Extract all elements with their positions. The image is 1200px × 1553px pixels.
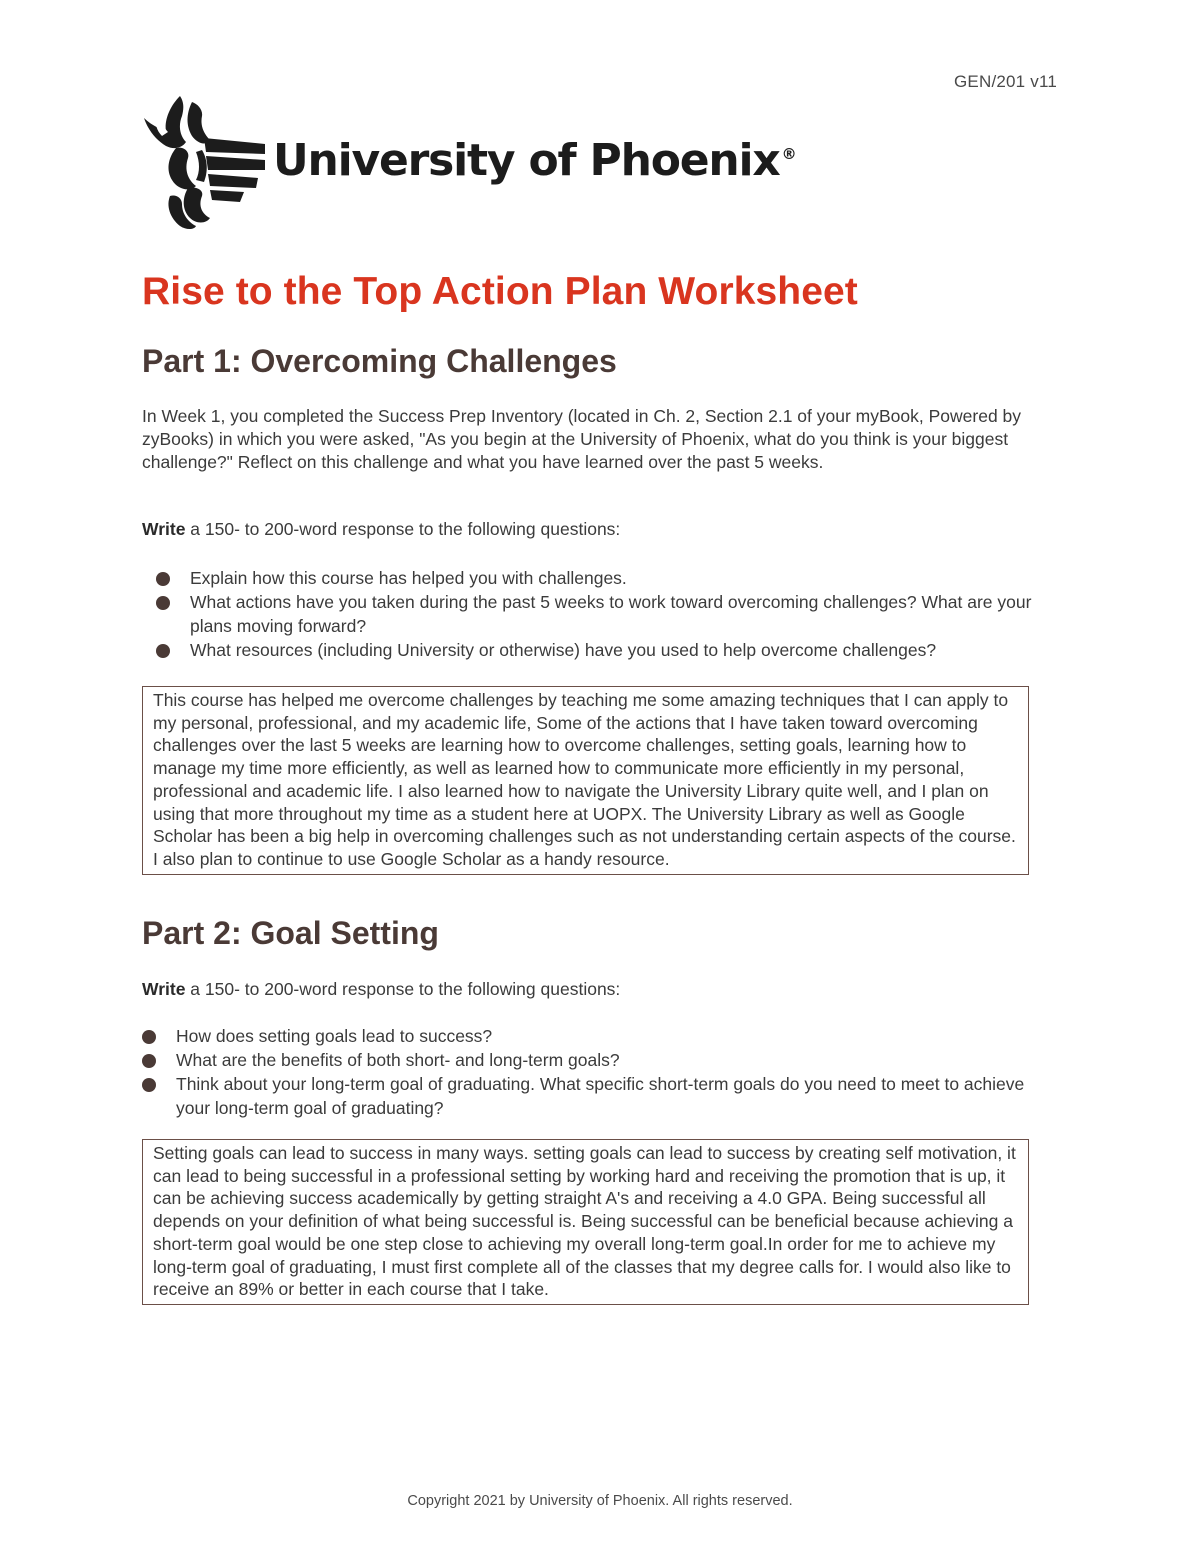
list-item: What actions have you taken during the past 5 weeks to work toward overcoming challenges? What are your plans moving forward? [156,591,1046,638]
document-code: GEN/201 v11 [954,72,1057,91]
instruction-text: a 150- to 200-word response to the following questions: [185,979,621,999]
part2-response-box[interactable]: Setting goals can lead to success in many ways. setting goals can lead to success by creating self motivation, it can lead to being successful in a professional setting by working hard and receiving the promotion that is up, it can be achieving success academically by getting straight A's and receiving a 4.0 GPA. Being successful all depends on your definition of what being successful is. Being successful can be beneficial because achieving a short-term goal would be one step close to achieving my overall long-term goal.In order for me to achieve my long-term goal of graduating, I must first complete all of the classes that my degree calls for. I would also like to receive an 89% or better in each course that I take. [142,1139,1029,1305]
part2-question-list [142,1025,1042,1121]
list-item: What resources (including University or otherwise) have you used to help overcome challenges? [156,639,1046,663]
list-item: What are the benefits of both short- and long-term goals? [142,1049,1042,1073]
copyright-footer: Copyright 2021 by University of Phoenix. All rights reserved. [407,1493,793,1509]
document-title: Rise to the Top Action Plan Worksheet [142,270,858,313]
logo-wordmark: University of Phoenix ® [273,134,796,186]
part1-heading: Part 1: Overcoming Challenges [142,343,617,379]
bullet-icon [156,644,170,658]
list-item: Explain how this course has helped you with challenges. [156,567,1046,591]
list-item: Think about your long-term goal of graduating. What specific short-term goals do you need to meet to achieve your long-term goal of graduating? [142,1073,1042,1120]
part1-intro: In Week 1, you completed the Success Prep Inventory (located in Ch. 2, Section 2.1 of your myBook, Powered by zyBooks) in which you were asked, "As you begin at the University of Phoenix, what do you think is your biggest challenge?" Reflect on this challenge and what you have learned over the past 5 weeks. [142,406,1022,472]
bullet-icon [156,596,170,610]
instruction-bold: Write [142,979,186,999]
registered-mark: ® [781,144,796,163]
bullet-icon [156,572,170,586]
phoenix-bird-icon [140,92,265,232]
part1-instruction [142,518,1042,541]
part2-instruction [142,978,1042,1001]
part1-question-list [156,567,1046,663]
list-item: How does setting goals lead to success? [142,1025,1042,1049]
university-logo [140,92,795,232]
part1-response-box[interactable]: This course has helped me overcome challenges by teaching me some amazing techniques that I can apply to my personal, professional, and my academic life, Some of the actions that I have taken toward overcoming challenges over the last 5 weeks are learning how to overcome challenges, setting goals, learning how to manage my time more efficiently, as well as learned how to communicate more efficiently in my personal, professional and academic life. I also learned how to navigate the University Library quite well, and I plan on using that more throughout my time as a student here at UOPX. The University Library as well as Google Scholar has been a big help in overcoming challenges such as not understanding certain aspects of the course. I also plan to continue to use Google Scholar as a handy resource. [142,686,1029,875]
bullet-icon [142,1054,156,1068]
bullet-icon [142,1078,156,1092]
part2-heading: Part 2: Goal Setting [142,915,439,951]
bullet-icon [142,1030,156,1044]
instruction-bold: Write [142,519,186,539]
instruction-text: a 150- to 200-word response to the following questions: [185,519,621,539]
